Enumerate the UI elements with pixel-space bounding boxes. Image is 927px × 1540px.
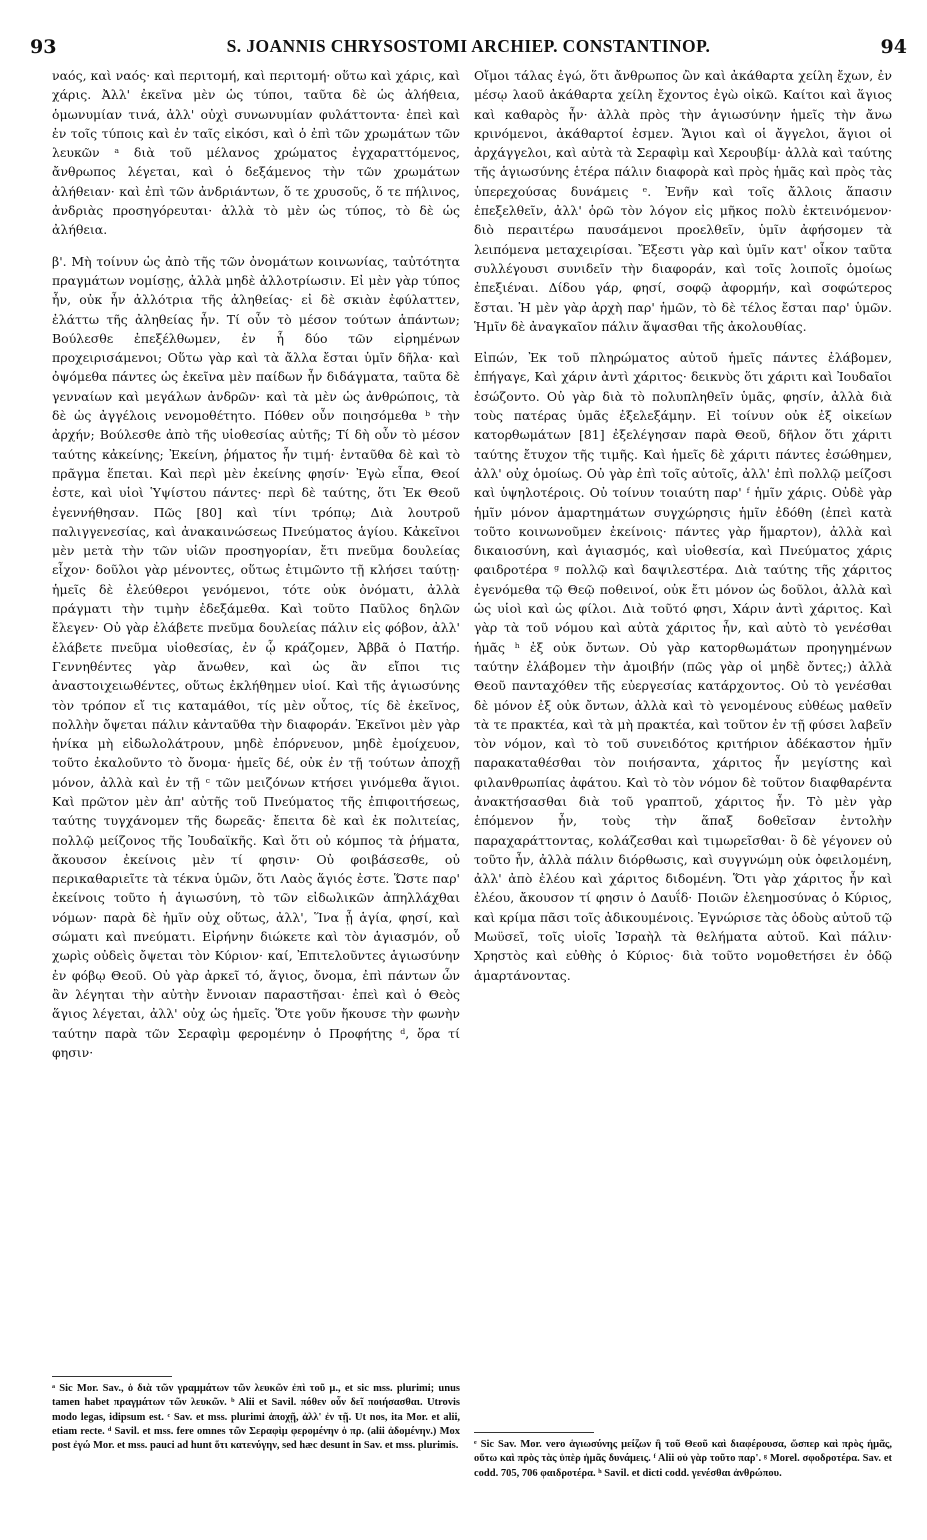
page-number-left: 93 [30, 36, 57, 58]
left-paragraph-2: β'. Μὴ τοίνυν ὡς ἀπὸ τῆς τῶν ὀνομάτων κοινωνίας, ταὐτότητα πραγμάτων νομίσῃς, ἀλλὰ μηδὲ ἀλλοτρίωσιν. Εἰ μὲν γὰρ τύπος ἦν, οὐκ ἦν ἀλλότρια τῆς ἀληθείας· εἰ δὲ σκιὰν ἐφύλαττεν, ἐλάττω τῆς ἀληθείας ἦν. Τί οὖν τὸ μέσον τούτων ἁπάντων; Βούλεσθε ἐπεξέλθωμεν, ἐν ἧ δύο τῶν εἰρημένων προχειρισάμενοι; Οὕτω γὰρ καὶ τὰ ἄλλα ἔσται ὑμῖν δῆλα· καὶ ὀψόμεθα πάντες ὡς ἐκεῖνα μὲν παίδων ἦν διδάγματα, ταῦτα δὲ γενναίων καὶ μεγάλων ἀνδρῶν· καὶ τὰ μὲν ὡς ἀνθρώποις, τὰ δὲ ὡς ἀγγέλοις νενομοθέτητο. Πόθεν οὖν ποιησόμεθα ᵇ τὴν ἀρχήν; Βούλεσθε ἀπὸ τῆς υἱοθεσίας αὐτῆς; Τί δὴ οὖν τὸ μέσον ταύτης κἀκείνης; Ἐκείνη, ῥήματος ἦν τιμή· ἐνταῦθα δὲ καὶ τὸ πρᾶγμα ἕπεται. Καὶ περὶ μὲν ἐκείνης φησίν· Ἐγὼ εἶπα, Θεοί ἐστε, καὶ υἱοὶ Ὑψίστου πάντες· περὶ δὲ ταύτης, ὅτι Ἐκ Θεοῦ ἐγεννήθησαν. Πῶς [80] καὶ τίνι τρόπῳ; Διὰ λουτροῦ παλιγγενεσίας, καὶ ἀνακαινώσεως Πνεύματος ἁγίου. Κἀκεῖνοι μὲν μετὰ τὴν τῶν υἱῶν προσηγορίαν, ἔτι πνεῦμα δουλείας εἶχον· δοῦλοι γὰρ μένοντες, οὕτως ἐτιμῶντο τῇ κλήσει ταύτῃ· ἡμεῖς δὲ ἐλεύθεροι γενόμενοι, τότε οὐκ ὀνόματι, ἀλλὰ πράγματι τὴν τιμὴν ἐδεξάμεθα. Καὶ τοῦτο Παῦλος δηλῶν ἔλεγεν· Οὐ γὰρ ἐλάβετε πνεῦμα δουλείας πάλιν εἰς φόβον, ἀλλ' ἐλάβετε πνεῦμα υἱοθεσίας, ἐν ᾧ κράζομεν, Ἀββᾶ ὁ Πατήρ. Γεννηθέντες γὰρ ἄνωθεν, καὶ ὡς ἂν εἴποι τις ἀναστοιχειωθέντες, οὕτως ἐκλήθημεν υἱοί. Καὶ τῆς ἁγιωσύνης τὸν τρόπον εἴ τις καταμάθοι, τίς μὲν οὗτος, τίς δὲ ἐκεῖνος, πολλὴν ὄψεται πάλιν κἀνταῦθα τὴν διαφοράν. Ἐκεῖνοι μὲν γὰρ ἡνίκα μὴ εἰδωλολάτρουν, μηδὲ ἐπόρνευον, μηδὲ ἐμοίχευον, τοῦτο ἐκαλοῦντο τὸ ὄνομα· ἡμεῖς δέ, οὐκ ἐν τῇ τούτων ἀποχῇ μόνον, ἀλλὰ καὶ ἐν τῇ ᶜ τῶν μειζόνων κτήσει γινόμεθα ἅγιοι. Καὶ πρῶτον μὲν ἀπ' αὐτῆς τοῦ Πνεύματος τῆς ἐπιφοιτήσεως, ταύτης τυγχάνομεν τῆς δωρεᾶς· ἔπειτα δὲ καὶ ἐκ πολιτείας, πολλῷ μείζονος τῆς Ἰουδαϊκῆς. Καὶ ὅτι οὐ κόμπος τὰ ῥήματα, ἄκουσον ἐκείνοις μὲν τί φησιν· Οὐ φοιβάσεσθε, οὐ περικαθαριεῖτε τὰ τέκνα ὑμῶν, ὅτι Λαὸς ἅγιός ἐστε. Ὥστε παρ' ἐκείνοις τοῦτο ἡ ἁγιωσύνη, τὸ τῶν εἰδωλικῶν ἀπηλλάχθαι νόμων· παρὰ δὲ ἡμῖν οὐχ οὕτως, ἀλλ', Ἵνα ᾖ ἁγία, φησί, καὶ σώματι καὶ πνεύματι. Εἰρήνην διώκετε καὶ τὸν ἁγιασμόν, οὗ χωρὶς οὐδεὶς ὄψεται τὸν Κύριον· καί, Ἐπιτελοῦντες ἁγιωσύνην ἐν φόβῳ Θεοῦ. Οὐ γὰρ ἀρκεῖ τό, ἅγιος, ὄνομα, ἐπὶ πάντων ὧν ἂν λέγηται τὴν αὐτὴν ἔννοιαν παραστῆσαι· ἐπεὶ καὶ ὁ Θεὸς ἅγιος λέγεται, ἀλλ' οὐχ ὡς ἡμεῖς. Ὅτε γοῦν ἤκουσε τὴν φωνὴν ταύτην παρὰ τῶν Σεραφὶμ φερομένην ὁ Προφήτης ᵈ, ὅρα τί φησιν· [52, 253, 460, 1060]
right-column [474, 66, 892, 985]
left-paragraph-1: ναός, καὶ ναός· καὶ περιτομή, καὶ περιτομή· οὕτω καὶ χάρις, καὶ χάρις. Ἀλλ' ἐκεῖνα μὲν ὡς τύποι, ταῦτα δὲ ὡς ἀλήθεια, ὁμωνυμίαν τινά, ἀλλ' οὐχὶ συνωνυμίαν φυλάττοντα· ἐπεὶ καὶ ἐν τοῖς τύποις καὶ ἐν ταῖς εἰκόσι, καὶ ὁ ἐπὶ τῶν χρωμάτων τῶν λευκῶν ᵃ διὰ τοῦ μέλανος χρώματος ἐγχαραττόμενος, ἄνθρωπος λέγεται, καὶ ὁ δεξάμενος τὴν τῶν χρωμάτων ἀλήθειαν· καὶ ἐπὶ τῶν ἀνδριάντων, ὅ τε χρυσοῦς, ὅ τε πήλινος, ἀνδριὰς προσηγόρευται· ἀλλὰ τὸ μὲν ὡς τύπος, τὸ δὲ ὡς ἀλήθεια. [52, 68, 460, 238]
footnote-rule-right [474, 1432, 594, 1433]
footnotes-left: ᵃ Sic Mor. Sav., ὁ διὰ τῶν γραμμάτων τῶν λευκῶν ἐπὶ τοῦ μ., et sic mss. plurimi; unus tamen habet πραγμάτων τῶν λευκῶν. ᵇ Alii et Savil. πόθεν οὖν δεῖ ποιήσασθαι. Utrovis modo legas, idipsum est. ᶜ Sav. et mss. plurimi ἀποχῇ, ἀλλ' ἐν τῇ. Ut nos, ita Mor. et alii, etiam recte. ᵈ Savil. et mss. fere omnes τῶν Σεραφὶμ φερομένην ὁ πρ. (alii ἀδομένην.) Mox post ἐγώ Mor. et mss. pauci ad hunt ὅτι κατενύγην, sed hæc desunt in Sav. et mss. plurimis. [52, 1383, 460, 1452]
footnotes-right: ᵉ Sic Sav. Mor. vero ἁγιωσύνης μείζων ἢ τοῦ Θεοῦ καὶ διαφέρουσα, ὥσπερ καὶ πρὸς ἡμᾶς, οὕτω καὶ πρὸς τὰς ὑπὲρ ἡμᾶς δυνάμεις. ᶠ Alii οὐ γὰρ τοῦτο παρ'. ᵍ Morel. σφοδροτέρα. Sav. et codd. 705, 706 φαιδροτέρα. ʰ Savil. et dicti codd. γενέσθαι ἀνθρώπου. [474, 1439, 892, 1479]
right-paragraph-1: Οἴμοι τάλας ἐγώ, ὅτι ἄνθρωπος ὢν καὶ ἀκάθαρτα χείλη ἔχων, ἐν μέσῳ λαοῦ ἀκάθαρτα χείλη ἔχοντος ἐγὼ οἰκῶ. Καίτοι καὶ ἅγιος καὶ καθαρὸς ἦν· ἀλλὰ πρὸς τὴν ἁγιωσύνην ἡμεῖς τὴν ἄνω κρινόμενοι, ἀκάθαρτοί ἐσμεν. Ἅγιοι καὶ οἱ ἄγγελοι, ἅγιοι οἱ ἀρχάγγελοι, καὶ αὐτὰ τὰ Σεραφὶμ καὶ Χερουβίμ· ἀλλὰ καὶ ταύτης τῆς ἁγιωσύνης ἑτέρα πάλιν διαφορὰ καὶ πρὸς ἡμᾶς καὶ πρὸς τὰς ὑπερεχούσας δυνάμεις ᵉ. Ἐνῆν καὶ τοῖς ἄλλοις ἅπασιν ἐπεξελθεῖν, ἀλλ' ὁρῶ τὸν λόγον εἰς μῆκος πολὺ ἐκτεινόμενον· διὸ περαιτέρω παυσάμενοι προελθεῖν, ὑμῖν ἀφήσομεν τὰ λειπόμενα μεταχειρίσαι. Ἔξεστι γὰρ καὶ ὑμῖν κατ' οἶκον ταῦτα συλλέγουσι συνιδεῖν τὴν διαφοράν, καὶ τοῖς λοιποῖς ὁμοίως ἐπεξιέναι. Δίδου γάρ, φησί, σοφῷ ἀφορμήν, καὶ σοφώτερος ἔσται. Ἡ μὲν γὰρ ἀρχὴ παρ' ἡμῶν, τὸ δὲ τέλος ἔσται παρ' ὑμῶν. Ἡμῖν δὲ ἀναγκαῖον πάλιν ἅψασθαι τῆς ἀκολουθίας. [474, 68, 892, 334]
page-number-right: 94 [880, 36, 907, 58]
footnote-rule-left [52, 1376, 172, 1377]
right-paragraph-2: Εἰπών, Ἐκ τοῦ πληρώματος αὐτοῦ ἡμεῖς πάντες ἐλάβομεν, ἐπήγαγε, Καὶ χάριν ἀντὶ χάριτος· δεικνὺς ὅτι χάριτι καὶ Ἰουδαῖοι ἐσώζοντο. Οὐ γὰρ διὰ τὸ πολυπληθεῖν ὑμᾶς, φησίν, ἀλλὰ διὰ τοὺς πατέρας ὑμᾶς ἐξελεξάμην. Εἰ τοίνυν οὐκ ἐξ οἰκείων κατορθωμάτων [81] ἐξελέγησαν παρὰ Θεοῦ, δῆλον ὅτι χάριτι ταύτης ἔτυχον τῆς τιμῆς. Καὶ ἡμεῖς δὲ χάριτι πάντες ἐσώθημεν, ἀλλ' οὐχ ὁμοίως. Οὐ γὰρ ἐπὶ τοῖς αὐτοῖς, ἀλλ' ἐπὶ πολλῷ μείζοσι καὶ ὑψηλοτέροις. Οὐ τοίνυν τοιαύτη παρ' ᶠ ἡμῖν χάρις. Οὐδὲ γὰρ ἡμῖν μόνον ἁμαρτημάτων συγχώρησις ἡμῖν ἐδόθη (ἐπεὶ κατὰ τοῦτο κοινωνοῦμεν ἐκείνοις· πάντες γὰρ ἥμαρτον), ἀλλὰ καὶ δικαιοσύνη, καὶ ἁγιασμός, καὶ υἱοθεσία, καὶ Πνεύματος χάρις φαιδροτέρα ᵍ πολλῷ καὶ δαψιλεστέρα. Διὰ ταύτης τῆς χάριτος ἐγενόμεθα τῷ Θεῷ ποθεινοί, οὐκ ἔτι μόνον ὡς δοῦλοι, ἀλλὰ καὶ ὡς υἱοὶ καὶ ὡς φίλοι. Διὰ τοῦτό φησι, Χάριν ἀντὶ χάριτος. Καὶ γὰρ τὰ τοῦ νόμου καὶ αὐτὰ χάριτος ἦν, καὶ αὐτὸ τὸ γενέσθαι ἡμᾶς ʰ ἐξ οὐκ ὄντων. Οὐ γὰρ κατορθωμάτων προηγημένων ταύτην ἐλάβομεν τὴν ἀμοιβήν (πῶς γὰρ οἱ μηδὲ ὄντες;) ἀλλὰ Θεοῦ πανταχόθεν τῆς εὐεργεσίας κατάρχοντος. Οὐ τὸ γενέσθαι δὲ μόνον ἐξ οὐκ ὄντων, ἀλλὰ καὶ τὸ γενομένους εὐθέως μαθεῖν τὰ τε πρακτέα, καὶ τὰ μὴ πρακτέα, καὶ τοῦτον ἐν τῇ φύσει λαβεῖν τὸν νόμον, καὶ τὸ τοῦ συνειδότος κριτήριον ἀδέκαστον ἡμῖν παρακαταθέσθαι τὸν ποιήσαντα, χάριτος ἦν μεγίστης καὶ φιλανθρωπίας ἀφάτου. Καὶ τὸ τὸν νόμον δὲ τοῦτον διαφθαρέντα ἀνακτήσασθαι διὰ τοῦ γραπτοῦ, χάριτος ἦν. Τὸ μὲν γὰρ ἑπόμενον ἦν, τοὺς τὴν ἅπαξ δοθεῖσαν ἐντολὴν παραχαράττοντας, κολάζεσθαι καὶ τιμωρεῖσθαι· ὃ δὲ γέγονεν οὐ τοῦτο ἦν, ἀλλὰ πάλιν διόρθωσις, καὶ συγγνώμη οὐκ ὀφειλομένη, ἀλλ' ἀπὸ ἐλέου καὶ χάριτος διδομένη. Ὅτι γὰρ χάριτος ἦν καὶ ἐλέου, ἄκουσον τί φησιν ὁ Δαυΐδ· Ποιῶν ἐλεημοσύνας ὁ Κύριος, καὶ κρίμα πᾶσι τοῖς ἀδικουμένοις. Ἐγνώρισε τὰς ὁδοὺς αὐτοῦ τῷ Μωϋσεῖ, τοῖς υἱοῖς Ἰσραὴλ τὰ θελήματα αὐτοῦ. Καὶ πάλιν· Χρηστὸς καὶ εὐθὴς ὁ Κύριος· διὰ τοῦτο νομοθετήσει ἐν ὁδῷ ἁμαρτάνοντας. [474, 350, 892, 983]
running-title: S. JOANNIS CHRYSOSTOMI ARCHIEP. CONSTANTINOP. [226, 36, 711, 56]
left-column [52, 66, 460, 1062]
running-header [30, 36, 907, 66]
